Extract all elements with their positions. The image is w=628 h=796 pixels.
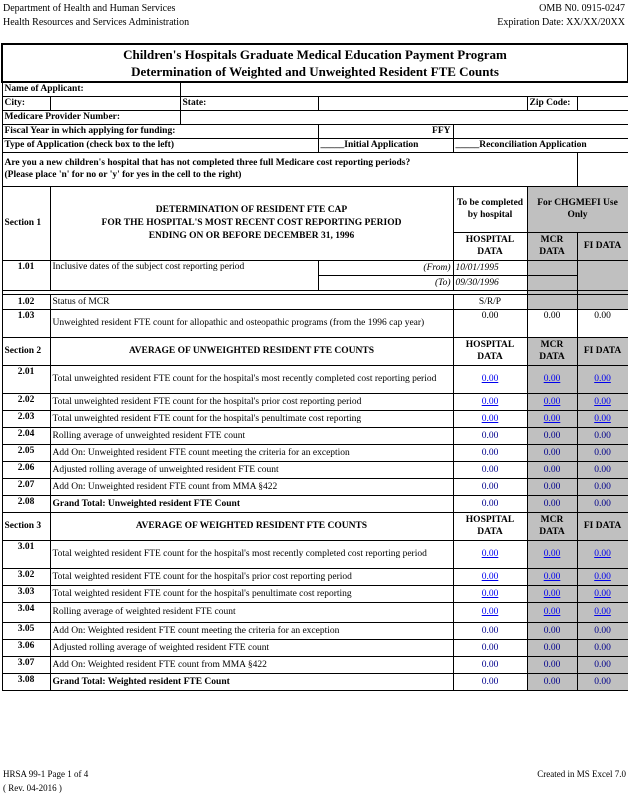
row-number: 1.03 — [2, 309, 50, 337]
fi-value[interactable]: 0.00 — [577, 585, 628, 602]
hospital-value[interactable]: 0.00 — [453, 585, 527, 602]
row-description: Adjusted rolling average of unweighted resident FTE count — [50, 461, 453, 478]
mcr-value: 0.00 — [527, 427, 577, 444]
fi-value[interactable]: 0.00 — [577, 393, 628, 410]
hospital-value: 0.00 — [453, 673, 527, 690]
to-be-completed-header: To be completed by hospital — [453, 186, 527, 232]
table-row — [2, 410, 628, 427]
row-description: Unweighted resident FTE count for allopathic and osteopathic programs (from the 1996 cap year) — [50, 309, 453, 337]
row-description: Add On: Weighted resident FTE count meeting the criteria for an exception — [50, 622, 453, 639]
fi-value: 0.00 — [577, 639, 628, 656]
mcr-value: 0.00 — [527, 444, 577, 461]
hospital-value[interactable]: 0.00 — [453, 365, 527, 393]
fi-data-header: FI DATA — [577, 512, 628, 540]
fiscal-year-label: Fiscal Year in which applying for funding: — [2, 124, 318, 138]
mcr-value: 0.00 — [527, 639, 577, 656]
table-row — [2, 444, 628, 461]
form-number: HRSA 99-1 Page 1 of 4 — [3, 769, 89, 779]
mcr-data-header: MCR DATA — [527, 232, 577, 260]
hospital-value[interactable]: 0.00 — [453, 309, 527, 337]
table-row — [2, 568, 628, 585]
agency-name: Health Resources and Services Administration — [3, 17, 190, 28]
table-row — [2, 495, 628, 512]
table-row — [2, 585, 628, 602]
fi-value: 0.00 — [577, 461, 628, 478]
to-label: (To) — [318, 275, 453, 290]
row-number: 2.05 — [2, 444, 50, 461]
table-row — [2, 540, 628, 568]
hospital-value: 0.00 — [453, 656, 527, 673]
row-number: 2.08 — [2, 495, 50, 512]
fiscal-year-field[interactable] — [453, 124, 628, 138]
hospital-value: 0.00 — [453, 444, 527, 461]
row-number: 2.07 — [2, 478, 50, 495]
mcr-status-field[interactable]: S/R/P — [453, 294, 527, 309]
mcr-value[interactable]: 0.00 — [527, 568, 577, 585]
row-description: Total weighted resident FTE count for the hospital's most recently completed cost reporting period — [50, 540, 453, 568]
new-hospital-answer-field[interactable] — [577, 152, 628, 186]
new-hospital-instruction: (Please place 'n' for no or 'y' for yes in the cell to the right) — [4, 170, 242, 180]
section1-title-line1: DETERMINATION OF RESIDENT FTE CAP — [155, 204, 348, 215]
row-description: Grand Total: Unweighted resident FTE Count — [50, 495, 453, 512]
row-number: 3.03 — [2, 585, 50, 602]
hospital-value[interactable]: 0.00 — [453, 602, 527, 622]
fi-value[interactable]: 0.00 — [577, 410, 628, 427]
fi-value: 0.00 — [577, 478, 628, 495]
new-hospital-question: Are you a new children's hospital that has not completed three full Medicare cost reporting periods? — [4, 158, 411, 168]
mcr-from-cell — [527, 260, 577, 275]
row-1-02 — [2, 294, 628, 309]
city-field[interactable] — [50, 96, 180, 110]
fi-value: 0.00 — [577, 495, 628, 512]
state-field[interactable] — [318, 96, 527, 110]
row-description: Total weighted resident FTE count for the hospital's prior cost reporting period — [50, 568, 453, 585]
row-1-03 — [2, 309, 628, 337]
hospital-data-header: HOSPITAL DATA — [453, 232, 527, 260]
section2-rows — [2, 365, 628, 512]
fi-data-header: FI DATA — [577, 232, 628, 260]
section2-title: AVERAGE OF UNWEIGHTED RESIDENT FTE COUNTS — [50, 337, 453, 365]
table-row — [2, 602, 628, 622]
fi-value[interactable]: 0.00 — [577, 602, 628, 622]
table-row — [2, 656, 628, 673]
fi-value[interactable]: 0.00 — [577, 365, 628, 393]
table-row — [2, 478, 628, 495]
row-number: 3.05 — [2, 622, 50, 639]
row-description: Total unweighted resident FTE count for the hospital's most recently completed cost reporting period — [50, 365, 453, 393]
row-description: Add On: Weighted resident FTE count from MMA §422 — [50, 656, 453, 673]
revision: ( Rev. 04-2016 ) — [3, 783, 62, 793]
section1-label: Section 1 — [2, 186, 50, 260]
row-number: 2.04 — [2, 427, 50, 444]
mcr-value[interactable]: 0.00 — [527, 410, 577, 427]
row-description: Total weighted resident FTE count for the hospital's penultimate cost reporting — [50, 585, 453, 602]
table-row — [2, 393, 628, 410]
section1-title-line3: ENDING ON OR BEFORE DECEMBER 31, 1996 — [148, 230, 355, 241]
row-number: 3.08 — [2, 673, 50, 690]
state-label: State: — [180, 96, 318, 110]
fi-value: 0.00 — [577, 673, 628, 690]
mcr-value: 0.00 — [527, 478, 577, 495]
for-chgmefi-header: For CHGMEFI Use Only — [527, 186, 628, 232]
form-title-line2: Determination of Weighted and Unweighted Resident FTE Counts — [131, 64, 499, 79]
row-description: Grand Total: Weighted resident FTE Count — [50, 673, 453, 690]
from-date-field[interactable]: 10/01/1995 — [453, 260, 527, 275]
fi-cell — [577, 294, 628, 309]
row-description: Inclusive dates of the subject cost reporting period — [50, 260, 318, 290]
mcr-value[interactable]: 0.00 — [527, 602, 577, 622]
hospital-value: 0.00 — [453, 495, 527, 512]
row-number: 2.03 — [2, 410, 50, 427]
fi-value[interactable]: 0.00 — [577, 568, 628, 585]
row-number: 3.04 — [2, 602, 50, 622]
ffy-label: FFY — [318, 124, 453, 138]
initial-application-option[interactable]: _____Initial Application — [318, 138, 453, 152]
new-hospital-question-row — [2, 152, 628, 186]
from-label: (From) — [318, 260, 453, 275]
table-row — [2, 365, 628, 393]
application-type-label: Type of Application (check box to the left) — [2, 138, 318, 152]
row-description: Total unweighted resident FTE count for the hospital's penultimate cost reporting — [50, 410, 453, 427]
mcr-value: 0.00 — [527, 461, 577, 478]
hospital-value[interactable]: 0.00 — [453, 393, 527, 410]
mcr-value: 0.00 — [527, 622, 577, 639]
table-row — [2, 639, 628, 656]
hospital-value: 0.00 — [453, 461, 527, 478]
section3-label: Section 3 — [2, 512, 50, 540]
hospital-value: 0.00 — [453, 622, 527, 639]
mcr-value[interactable]: 0.00 — [527, 585, 577, 602]
fi-dates-cell — [577, 260, 628, 290]
table-row — [2, 461, 628, 478]
mcr-value[interactable]: 0.00 — [527, 393, 577, 410]
hospital-value[interactable]: 0.00 — [453, 410, 527, 427]
row-description: Rolling average of unweighted resident FTE count — [50, 427, 453, 444]
row-number: 1.01 — [2, 260, 50, 290]
table-row — [2, 673, 628, 690]
provider-number-label: Medicare Provider Number: — [2, 110, 180, 124]
row-description: Status of MCR — [50, 294, 453, 309]
mcr-data-header: MCR DATA — [527, 337, 577, 365]
fi-value: 0.00 — [577, 427, 628, 444]
row-number: 1.02 — [2, 294, 50, 309]
department-name: Department of Health and Human Services — [3, 3, 176, 14]
section3-header-row — [2, 512, 628, 540]
row-number: 3.07 — [2, 656, 50, 673]
section2-label: Section 2 — [2, 337, 50, 365]
created-note: Created in MS Excel 7.0 — [537, 769, 626, 779]
mcr-value: 0.00 — [527, 309, 577, 337]
section3-title: AVERAGE OF WEIGHTED RESIDENT FTE COUNTS — [50, 512, 453, 540]
table-row — [2, 622, 628, 639]
section1-header-row — [2, 186, 628, 232]
to-date-field[interactable]: 09/30/1996 — [453, 275, 527, 290]
provider-number-field[interactable] — [180, 110, 628, 124]
row-number: 2.06 — [2, 461, 50, 478]
section2-header-row — [2, 337, 628, 365]
fi-value: 0.00 — [577, 622, 628, 639]
fi-value: 0.00 — [577, 309, 628, 337]
row-description: Add On: Unweighted resident FTE count meeting the criteria for an exception — [50, 444, 453, 461]
applicant-name-field[interactable] — [180, 82, 628, 96]
row-description: Rolling average of weighted resident FTE count — [50, 602, 453, 622]
zip-label: Zip Code: — [527, 96, 577, 110]
fi-value: 0.00 — [577, 656, 628, 673]
hospital-data-header: HOSPITAL DATA — [453, 512, 527, 540]
mcr-value: 0.00 — [527, 495, 577, 512]
applicant-name-label: Name of Applicant: — [2, 82, 180, 96]
hospital-value[interactable]: 0.00 — [453, 568, 527, 585]
fi-data-header: FI DATA — [577, 337, 628, 365]
application-type-row — [2, 138, 628, 152]
section1-title-line2: FOR THE HOSPITAL'S MOST RECENT COST REPORTING PERIOD — [101, 217, 402, 228]
hospital-value: 0.00 — [453, 478, 527, 495]
fiscal-year-row — [2, 124, 628, 138]
row-description: Total unweighted resident FTE count for the hospital's prior cost reporting period — [50, 393, 453, 410]
applicant-name-row — [2, 82, 628, 96]
form-title-row — [2, 44, 628, 82]
row-description: Add On: Unweighted resident FTE count from MMA §422 — [50, 478, 453, 495]
fi-value[interactable]: 0.00 — [577, 540, 628, 568]
mcr-value: 0.00 — [527, 656, 577, 673]
mcr-value[interactable]: 0.00 — [527, 540, 577, 568]
hospital-value[interactable]: 0.00 — [453, 540, 527, 568]
expiration-date: Expiration Date: XX/XX/20XX — [497, 17, 625, 28]
hospital-data-header: HOSPITAL DATA — [453, 337, 527, 365]
city-label: City: — [2, 96, 50, 110]
section3-rows — [2, 540, 628, 690]
row-number: 3.01 — [2, 540, 50, 568]
address-row — [2, 96, 628, 110]
row-number: 2.02 — [2, 393, 50, 410]
omb-number: OMB N0. 0915-0247 — [539, 3, 625, 14]
reconciliation-application-option[interactable]: _____Reconciliation Application — [453, 138, 628, 152]
provider-row — [2, 110, 628, 124]
zip-field[interactable] — [577, 96, 628, 110]
form-title-line1: Children's Hospitals Graduate Medical Education Payment Program — [123, 47, 507, 62]
row-number: 3.06 — [2, 639, 50, 656]
mcr-value: 0.00 — [527, 673, 577, 690]
mcr-to-cell — [527, 275, 577, 290]
row-number: 2.01 — [2, 365, 50, 393]
row-number: 3.02 — [2, 568, 50, 585]
fi-value: 0.00 — [577, 444, 628, 461]
table-row — [2, 427, 628, 444]
row-1-01-from — [2, 260, 628, 275]
row-description: Adjusted rolling average of weighted resident FTE count — [50, 639, 453, 656]
mcr-cell — [527, 294, 577, 309]
hospital-value: 0.00 — [453, 639, 527, 656]
fte-form — [1, 43, 628, 691]
mcr-value[interactable]: 0.00 — [527, 365, 577, 393]
mcr-data-header: MCR DATA — [527, 512, 577, 540]
hospital-value: 0.00 — [453, 427, 527, 444]
